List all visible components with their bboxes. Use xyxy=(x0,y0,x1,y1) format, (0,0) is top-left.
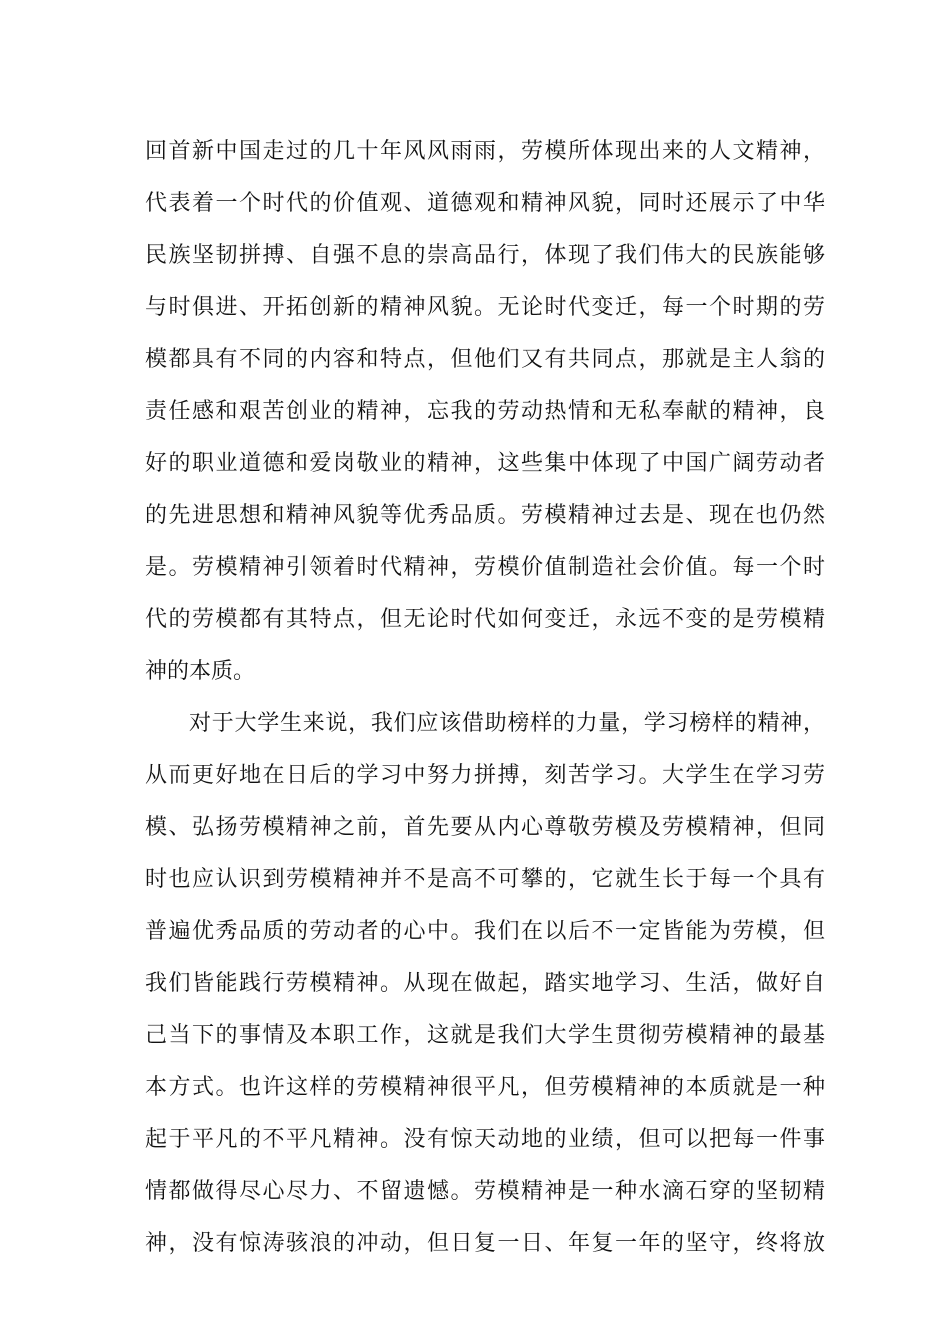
text-line: 是。劳模精神引领着时代精神，劳模价值制造社会价值。每一个时 xyxy=(145,555,825,580)
text-line: 从而更好地在日后的学习中努力拼搏，刻苦学习。大学生在学习劳 xyxy=(145,763,825,788)
text-line: 时也应认识到劳模精神并不是高不可攀的，它就生长于每一个具有 xyxy=(145,867,825,892)
text-line: 代的劳模都有其特点，但无论时代如何变迁，永远不变的是劳模精 xyxy=(145,607,825,632)
text-line: 回首新中国走过的几十年风风雨雨，劳模所体现出来的人文精神， xyxy=(145,139,825,164)
text-line: 神，没有惊涛骇浪的冲动，但日复一日、年复一年的坚守，终将放 xyxy=(145,1231,825,1256)
text-line: 模、弘扬劳模精神之前，首先要从内心尊敬劳模及劳模精神，但同 xyxy=(145,815,825,840)
text-line: 与时俱进、开拓创新的精神风貌。无论时代变迁，每一个时期的劳 xyxy=(145,295,825,320)
paragraph-2 xyxy=(145,698,825,1270)
text-line: 神的本质。 xyxy=(145,659,256,684)
text-line: 普遍优秀品质的劳动者的心中。我们在以后不一定皆能为劳模，但 xyxy=(145,919,825,944)
paragraph-1 xyxy=(145,126,825,698)
text-line: 好的职业道德和爱岗敬业的精神，这些集中体现了中国广阔劳动者 xyxy=(145,451,825,476)
text-line: 本方式。也许这样的劳模精神很平凡，但劳模精神的本质就是一种 xyxy=(145,1075,825,1100)
text-line: 责任感和艰苦创业的精神，忘我的劳动热情和无私奉献的精神，良 xyxy=(145,399,825,424)
text-line: 模都具有不同的内容和特点，但他们又有共同点，那就是主人翁的 xyxy=(145,347,825,372)
text-line: 情都做得尽心尽力、不留遗憾。劳模精神是一种水滴石穿的坚韧精 xyxy=(145,1179,825,1204)
text-line: 民族坚韧拼搏、自强不息的崇高品行，体现了我们伟大的民族能够 xyxy=(145,243,825,268)
text-line: 的先进思想和精神风貌等优秀品质。劳模精神过去是、现在也仍然 xyxy=(145,503,825,528)
text-line: 我们皆能践行劳模精神。从现在做起，踏实地学习、生活，做好自 xyxy=(145,971,825,996)
text-line: 起于平凡的不平凡精神。没有惊天动地的业绩，但可以把每一件事 xyxy=(145,1127,825,1152)
text-line: 代表着一个时代的价值观、道德观和精神风貌，同时还展示了中华 xyxy=(145,191,825,216)
text-line: 己当下的事情及本职工作，这就是我们大学生贯彻劳模精神的最基 xyxy=(145,1023,825,1048)
document-body xyxy=(145,126,825,1270)
text-line: 对于大学生来说，我们应该借助榜样的力量，学习榜样的精神， xyxy=(189,711,825,736)
